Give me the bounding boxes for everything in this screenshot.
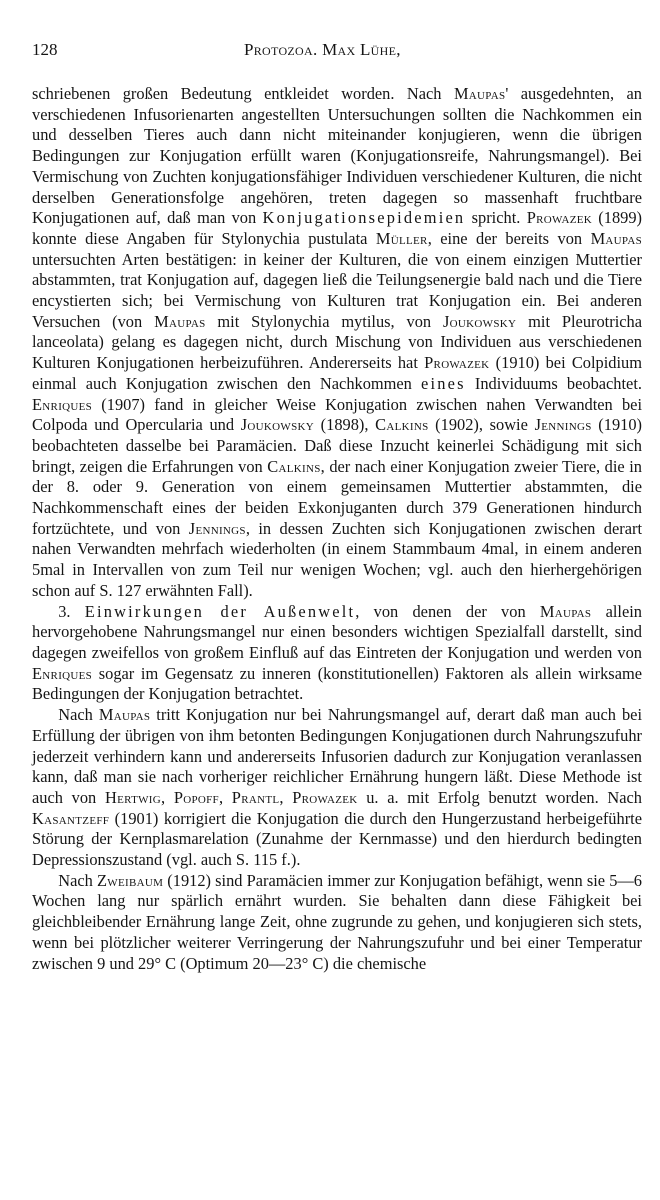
- text-run: Nach: [58, 870, 97, 890]
- body-text: [32, 84, 642, 974]
- text-run: ,: [279, 787, 293, 807]
- author-name: Hertwig: [104, 787, 161, 807]
- text-run: allein hervorgehobene Nahrungsmangel nur einen besonders wichtigen Spezialfall darstellt, sind dagegen zweifellos von großem Einfluß auf das Eintreten der Konjugation und werden von: [32, 601, 643, 662]
- author-name: Prowazek: [526, 208, 592, 228]
- text-run: mit Stylonychia mytilus, von: [205, 311, 443, 331]
- text-run: , in dessen Zuchten sich Konjugationen zwischen derart nahen Verwandten mehrfach wiederholten (in einem Stammbaum 4mal, in einem anderen 5mal in Intervallen von zum Teil nur wenigen Wochen; vgl. auch den hierhergehörigen schon auf S. 127 erwähnten Fall).: [32, 518, 643, 600]
- text-run: , von denen der von: [355, 601, 540, 621]
- text-run: tritt Konjugation nur bei Nahrungsmangel auf, derart daß man auch bei Erfüllung der übrigen von ihm betonten Bedingungen Konjugationen durch Nahrungszufuhr jederzeit verhindern kann und andererseits Infusorien dadurch zur Konjugation veranlassen kann, daß man sie nach vorheriger reichlicher Ernährung hungern läßt. Diese Methode ist auch von: [32, 705, 642, 807]
- author-name: Prowazek: [424, 353, 490, 373]
- text-run: , eine der bereits von: [427, 228, 591, 248]
- text-run: ,: [218, 787, 232, 807]
- text-run: (1912) sind Paramäcien immer zur Konjugation befähigt, wenn sie 5—6 Wochen lang nur spärlich ernährt wurden. Sie behalten dann diese Fähigkeit bei gleichbleibender Ernährung lange Zeit, ohne zugrunde zu gehen, und konjugieren sich stets, wenn bei plötzlicher weiterer Verringerung der Nahrungszufuhr und bei einer Temperatur zwischen 9 und 29° C (Optimum 20—23° C) die chemische: [32, 870, 642, 973]
- text-run: (1898),: [314, 415, 376, 435]
- text-run: mit Pleurotricha lanceolata) gelang es dagegen nicht, durch Mischung von Individuen aus verschiedenen Kulturen Konjugationen herbeizuführen. Andererseits hat: [32, 311, 642, 373]
- text-run: untersuchten Arten bestätigen: in keiner der Kulturen, die von einem einzigen Muttertier abstammten, trat Konjugation auf, dagegen ließ die Teilungsenergie bald nach und die Tiere encystierten sich; bei Vermischung von Kulturen trat Konjugation ein. Bei anderen Versuchen (von: [32, 249, 642, 331]
- author-name: Maupas: [98, 705, 151, 725]
- author-name: Prantl: [231, 787, 280, 807]
- author-name: Müller: [375, 228, 428, 248]
- text-run: , der nach einer Konjugation zweier Tiere, die in der 8. oder 9. Generation von einem gemeinsamen Muttertier abstammten, die Nachkommenschaft eines der beiden Exkonjuganten durch 379 Generationen hindurch fortzüchtete, und von: [32, 456, 642, 538]
- text-run: u. a. mit Erfolg benutzt worden. Nach: [357, 787, 642, 807]
- running-title: Protozoa. Max Lühe,: [244, 40, 401, 59]
- author-name: Zweibaum: [96, 870, 164, 890]
- text-run: (1910) beobachteten dasselbe bei Paramäcien. Daß diese Inzucht keinerlei Schädigung mit sich bringt, zeigen die Erfahrungen von: [32, 415, 642, 476]
- text-run: spricht.: [465, 208, 527, 228]
- emphasized-text: Einwirkungen der Außenwelt: [84, 601, 356, 621]
- author-name: Calkins: [375, 415, 429, 435]
- paragraph: [32, 871, 642, 975]
- text-run: (1899) konnte diese Angaben für Stylonychia pustulata: [32, 208, 643, 248]
- author-name: Jennings: [188, 518, 246, 538]
- author-name: Maupas: [453, 84, 506, 103]
- text-run: schriebenen großen Bedeutung entkleidet worden. Nach: [32, 84, 454, 103]
- author-name: Joukowsky: [240, 415, 314, 435]
- author-name: Jennings: [534, 415, 592, 435]
- author-name: Maupas: [539, 601, 592, 621]
- author-name: Enriques: [32, 394, 93, 414]
- author-name: Popoff: [173, 787, 219, 807]
- author-name: Enriques: [32, 663, 93, 683]
- text-run: ,: [161, 787, 174, 807]
- text-run: (1901) korrigiert die Konjugation die durch den Hungerzustand herbeigeführte Störung der Kernplasmarelation (Zunahme der Kernmasse) und den hierdurch bedingten Depressionszustand (vgl. auch S. 115 f.).: [32, 808, 642, 870]
- emphasized-text: Konjugationsepidemien: [262, 208, 466, 228]
- paragraph: [32, 602, 642, 706]
- paragraph: [32, 84, 642, 602]
- emphasized-text: eines: [421, 373, 466, 393]
- text-run: (1907) fand in gleicher Weise Konjugation zwischen nahen Verwandten bei Colpoda und Opercularia und: [32, 394, 642, 435]
- text-run: Individuums beobachtet.: [465, 373, 642, 393]
- author-name: Kasantzeff: [32, 808, 110, 828]
- paragraph: [32, 705, 642, 871]
- text-run: (1902), sowie: [428, 415, 535, 435]
- text-run: ' ausgedehnten, an verschiedenen Infusorienarten angestellten Untersuchungen sollten die Nachkommen ein und desselben Tieres auch dann nicht miteinander konjugieren, wenn die übrigen Bedingungen zur Konjugation erfüllt waren (Konjugationsreife, Nahrungsmangel). Bei Vermischung von Zuchten konjugationsfähiger Individuen verschiedener Kulturen, die nicht derselben Generationsfolge angehören, treten dagegen so massenhaft fruchtbare Konjugationen auf, daß man von: [32, 84, 642, 228]
- author-name: Joukowsky: [443, 311, 517, 331]
- author-name: Maupas: [590, 228, 642, 248]
- page-number: 128: [32, 40, 58, 59]
- running-head: [32, 40, 642, 74]
- text-run: Nach: [58, 705, 99, 725]
- book-page: [32, 40, 642, 974]
- text-run: 3.: [58, 601, 85, 621]
- text-run: sogar im Gegensatz zu inneren (konstitutionellen) Faktoren als allein wirksame Bedingungen der Konjugation betrachtet.: [32, 663, 642, 704]
- author-name: Maupas: [154, 311, 206, 331]
- author-name: Calkins: [267, 456, 321, 476]
- author-name: Prowazek: [292, 787, 358, 807]
- text-run: (1910) bei Colpidium einmal auch Konjugation zwischen den Nachkommen: [32, 353, 643, 393]
